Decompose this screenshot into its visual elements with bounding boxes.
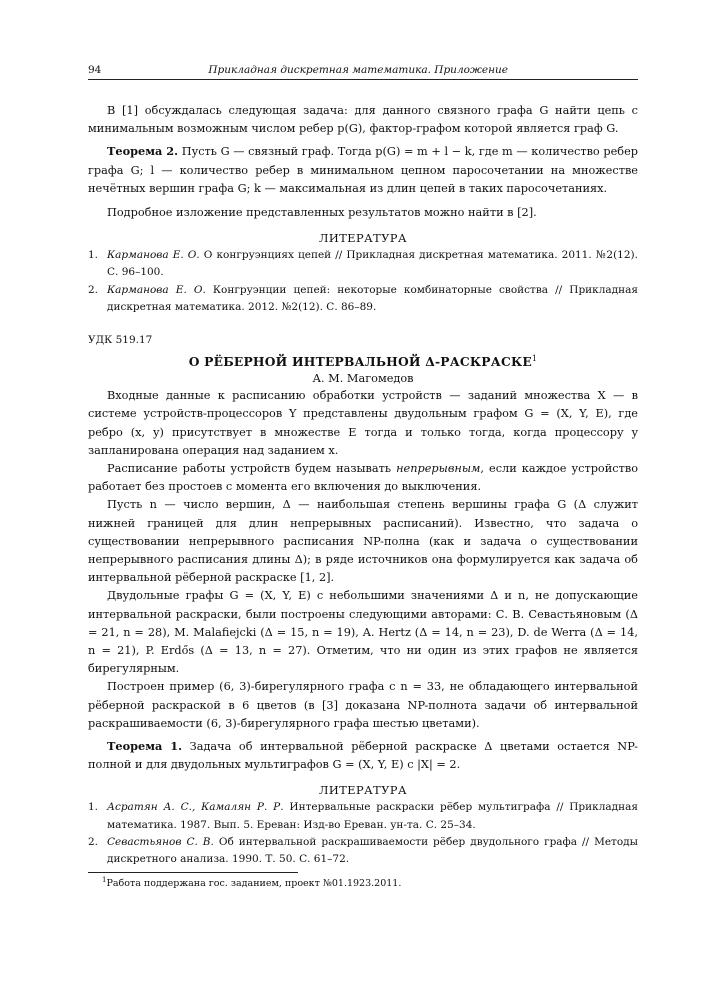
theorem-label: Теорема 2. — [107, 144, 179, 159]
footnote-text: Работа поддержана гос. заданием, проект №01.1923.2011. — [106, 878, 402, 890]
reference-number: 1. — [88, 801, 99, 814]
footnote-mark: 1 — [531, 354, 538, 364]
theorem-1 — [88, 737, 638, 774]
paragraph: Двудольные графы G = (X, Y, E) с небольшими значениями Δ и n, не допускающие интервальной раскраски, были построены следующими авторами: С. В. Севастьяновым (Δ = 21, n = 28), M. Malafiejcki (Δ = 15, n = 19), A. Hertz (Δ = 14, n = 23), D. de Werra (Δ = 14, n = 21), P. Erdős (Δ = 13, n = 27). Отметим, что ни один из этих графов не является бирегулярным. — [88, 589, 638, 676]
reference-authors: Севастьянов С. В. — [107, 835, 214, 848]
references-list — [88, 247, 638, 316]
udk-code: УДК 519.17 — [88, 334, 153, 347]
paragraph: Входные данные к расписанию обработки устройств — заданий множества X — в системе устройств-процессоров Y представлены двудольным графом G = (X, Y, E), где ребро (x, y) присутствует в множестве E тогда и только тогда, когда процессору y запланирована операция над заданием x. — [88, 389, 638, 457]
references-heading: ЛИТЕРАТУРА — [318, 784, 408, 798]
theorem-text: Задача об интервальной рёберной раскраске Δ цветами остается NP-полной и для двудольных мультиграфов G = (X, Y, E) с |X| = 2. — [88, 739, 638, 772]
reference-number: 2. — [88, 283, 99, 296]
reference-item — [88, 834, 638, 868]
reference-item — [88, 247, 638, 281]
article-title-text: О РЁБЕРНОЙ ИНТЕРВАЛЬНОЙ Δ-РАСКРАСКЕ — [188, 354, 532, 370]
page — [88, 64, 638, 891]
paragraph: В [1] обсуждалась следующая задача: для данного связного графа G найти цепь с минимальным возможным числом ребер p(G), фактор-графом которой является граф G. — [88, 104, 638, 136]
reference-text: Об интервальной раскрашиваемости рёбер двудольного графа // Методы дискретного анализа. 1990. Т. 50. С. 61–72. — [107, 835, 638, 865]
paragraph: Пусть n — число вершин, Δ — наибольшая степень вершины графа G (Δ служит нижней границей для длин непрерывных расписаний). Известно, что задача о существовании непрерывного расписания NP-полна (как и задача о существовании непрерывного расписания длины Δ); в ряде источников она формулируется как задача об интервальной рёберной раскраске [1, 2]. — [88, 498, 638, 585]
reference-item — [88, 282, 638, 316]
page-number: 94 — [88, 64, 102, 76]
reference-authors: Карманова Е. О. — [107, 249, 200, 262]
reference-authors: Карманова Е. О. — [107, 283, 206, 296]
footnote — [102, 873, 638, 891]
footnote-mark: 1 — [102, 876, 107, 885]
reference-text: Конгруэнции цепей: некоторые комбинаторные свойства // Прикладная дискретная математика. 2012. №2(12). С. 86–89. — [107, 283, 639, 313]
paragraph-text: Расписание работы устройств будем называть — [107, 461, 397, 475]
journal-title: Прикладная дискретная математика. Приложение — [208, 64, 508, 76]
reference-item — [88, 799, 638, 833]
reference-text: О конгруэнциях цепей // Прикладная дискретная математика. 2011. №2(12). С. 96–100. — [107, 249, 638, 279]
theorem-2 — [88, 142, 638, 198]
theorem-text: Пусть G — связный граф. Тогда p(G) = m + l − k, где m — количество ребер графа G; l — количество ребер в минимальном цепном паросочетании на множестве нечётных вершин графа G; k — максимальная из длин цепей в таких паросочетаниях. — [88, 145, 638, 195]
theorem-label: Теорема 1. — [107, 738, 183, 753]
paragraph: Подробное изложение представленных результатов можно найти в [2]. — [107, 206, 537, 220]
running-header — [88, 64, 638, 80]
paragraph: Построен пример (6, 3)-бирегулярного графа с n = 33, не обладающего интервальной рёберной раскраской в 6 цветов (в [3] доказана NP-полнота задачи об интервальной раскрашиваемости (6, 3)-бирегулярного графа шестью цветами). — [88, 680, 638, 730]
article-author: А. М. Магомедов — [312, 372, 414, 386]
references-heading: ЛИТЕРАТУРА — [318, 232, 408, 246]
reference-number: 2. — [88, 835, 99, 848]
emphasis-term: непрерывным — [396, 461, 481, 475]
reference-number: 1. — [88, 249, 99, 262]
paragraph-text: , если каждое устройство работает без простоев с момента его включения до выключения. — [88, 461, 638, 494]
article-title — [88, 354, 638, 369]
reference-text: Интервальные раскраски рёбер мультиграфа // Прикладная математика. 1987. Вып. 5. Ереван: Изд-во Ереван. ун-та. С. 25–34. — [107, 801, 638, 831]
references-list — [88, 799, 638, 868]
reference-authors: Асратян А. С., Камалян Р. Р. — [107, 801, 284, 814]
paragraph — [88, 460, 638, 496]
